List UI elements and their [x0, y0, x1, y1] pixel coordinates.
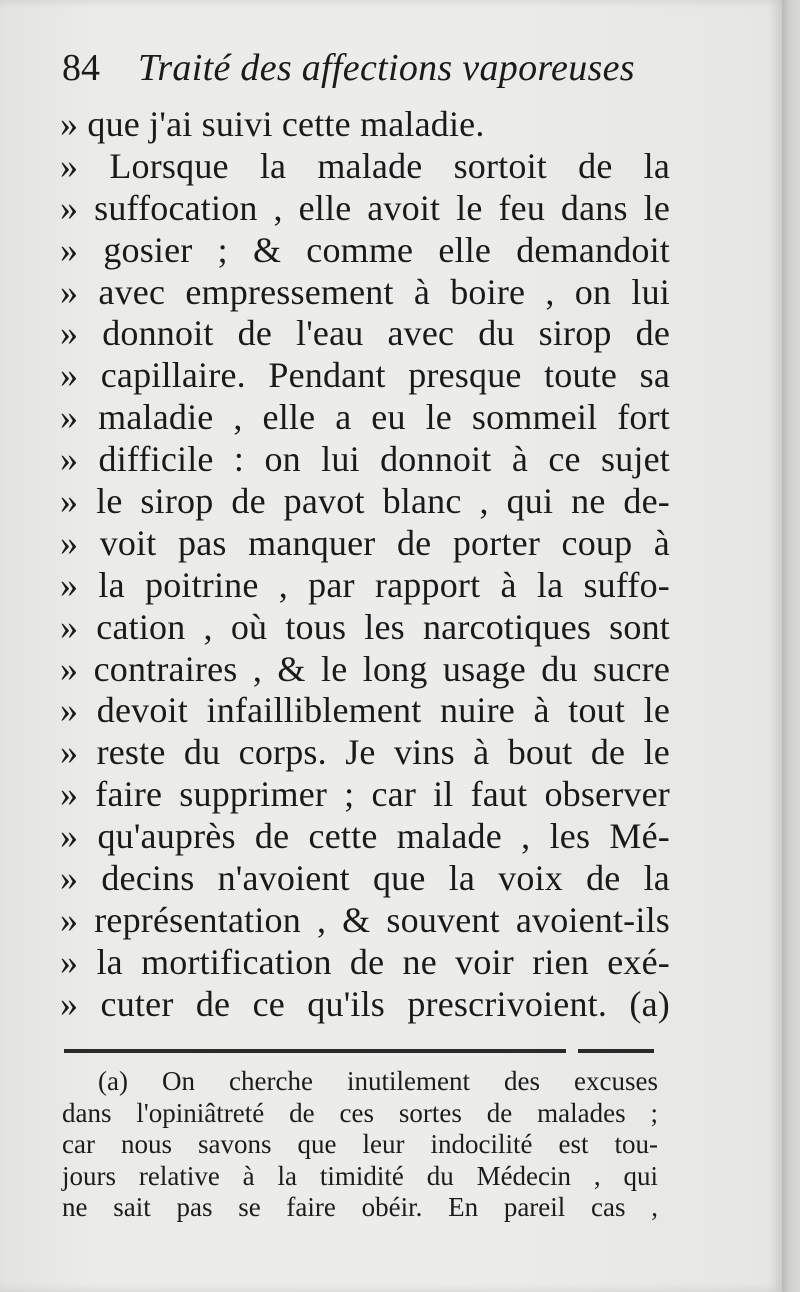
text-line: » le sirop de pavot blanc , qui ne de-	[60, 481, 670, 522]
page-edge	[782, 0, 800, 1292]
running-title: Traité des affections vaporeuses	[138, 47, 635, 89]
page-number: 84	[62, 47, 100, 89]
text-line: » avec empressement à boire , on lui	[60, 271, 670, 312]
text-line: » cation , où tous les narcotiques sont	[60, 606, 670, 647]
text-line: » la mortification de ne voir rien exé-	[60, 941, 670, 982]
text-line: » faire supprimer ; car il faut observer	[60, 774, 670, 815]
text-line: » qu'auprès de cette malade , les Mé-	[60, 816, 670, 857]
text-line: » la poitrine , par rapport à la suffo-	[60, 564, 670, 605]
footnote-line: ne sait pas se faire obéir. En pareil cas ,	[62, 1192, 658, 1222]
footnote-rule-tail	[578, 1049, 654, 1053]
text-line: » devoit infailliblement nuire à tout le	[60, 690, 670, 731]
text-line: » difficile : on lui donnoit à ce sujet	[60, 439, 670, 480]
text-line: » reste du corps. Je vins à bout de le	[60, 732, 670, 773]
text-line: » représentation , & souvent avoient-ils	[60, 899, 670, 940]
text-line: » capillaire. Pendant presque toute sa	[60, 355, 670, 396]
text-line: » contraires , & le long usage du sucre	[60, 648, 670, 689]
footnote-rule	[64, 1049, 566, 1053]
footnote-line: (a) On cherche inutilement des excuses	[98, 1066, 658, 1096]
footnote-line: jours relative à la timidité du Médecin , qui	[62, 1160, 658, 1191]
text-line: » que j'ai suivi cette maladie.	[60, 104, 485, 144]
text-line: » gosier ; & comme elle demandoit	[60, 229, 670, 270]
main-text	[60, 104, 670, 1026]
text-line: » donnoit de l'eau avec du sirop de	[60, 313, 670, 354]
text-line: » suffocation , elle avoit le feu dans le	[60, 187, 670, 228]
text-line: » Lorsque la malade sortoit de la	[60, 145, 670, 186]
text-line: » maladie , elle a eu le sommeil fort	[60, 397, 670, 438]
footnote-line: car nous savons que leur indocilité est tou-	[62, 1129, 658, 1159]
text-line: » decins n'avoient que la voix de la	[60, 858, 670, 899]
text-line: » voit pas manquer de porter coup à	[60, 522, 670, 563]
footnote	[62, 1066, 658, 1224]
text-line: » cuter de ce qu'ils prescrivoient. (a)	[60, 983, 670, 1024]
page-header	[62, 40, 682, 96]
footnote-line: dans l'opiniâtreté de ces sortes de malades ;	[62, 1097, 658, 1128]
